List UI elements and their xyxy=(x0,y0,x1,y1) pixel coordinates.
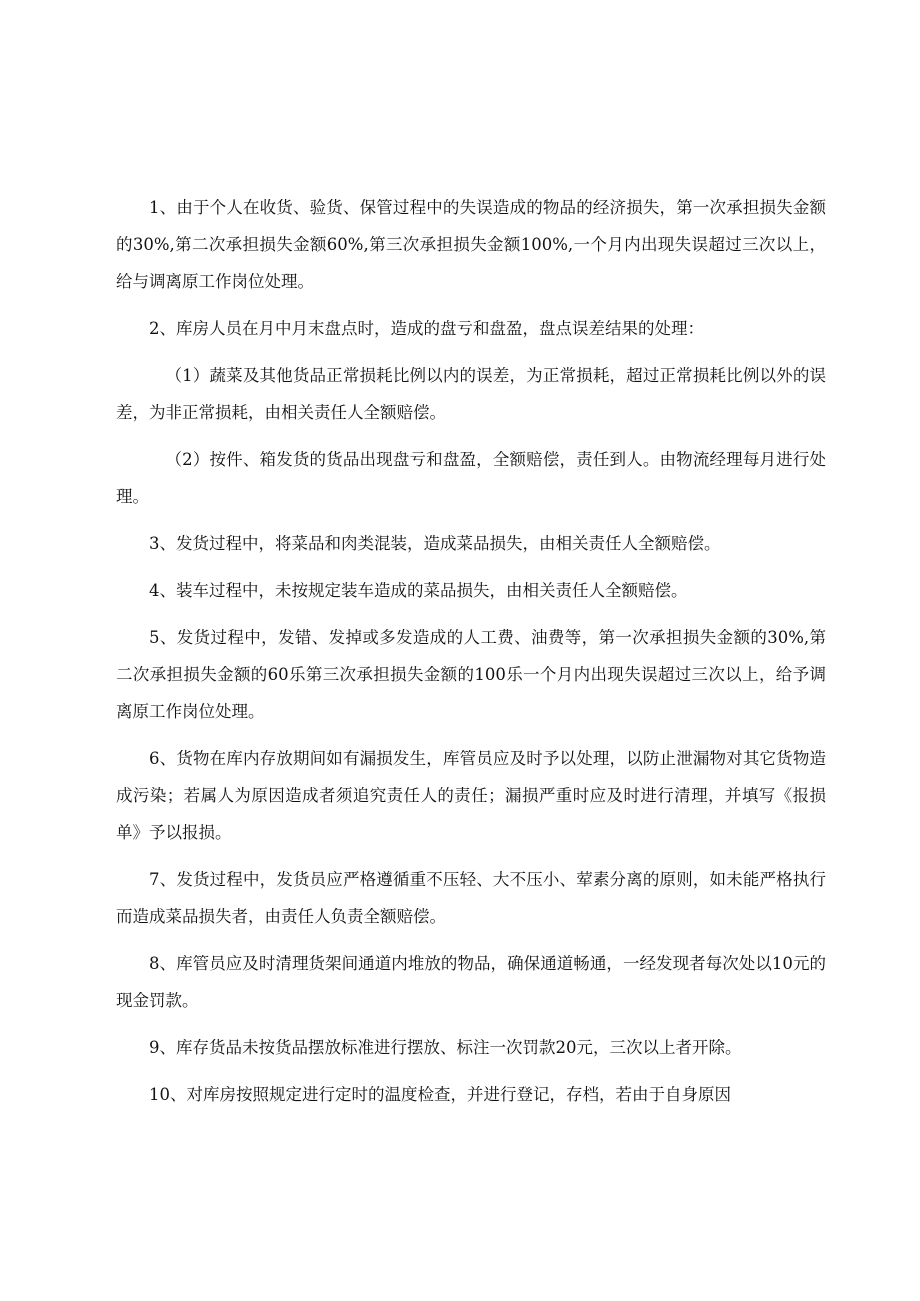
paragraph-8: 8、库管员应及时清理货架间通道内堆放的物品，确保通道畅通，一经发现者每次处以10元的现金罚款。 xyxy=(116,954,826,1010)
paragraph-10: 10、对库房按照规定进行定时的温度检查，并进行登记，存档，若由于自身原因 xyxy=(149,1085,731,1104)
paragraph-6: 6、货物在库内存放期间如有漏损发生，库管员应及时予以处理，以防止泄漏物对其它货物造成污染；若属人为原因造成者须追究责任人的责任；漏损严重时应及时进行清理，并填写《报损单》予以报损。 xyxy=(116,749,826,842)
paragraph-2-sub-2: （2）按件、箱发货的货品出现盘亏和盘盈，全额赔偿，责任到人。由物流经理每月进行处理。 xyxy=(116,450,826,506)
paragraph-9: 9、库存货品未按货品摆放标准进行摆放、标注一次罚款20元，三次以上者开除。 xyxy=(149,1038,742,1057)
paragraph-2-sub-1: （1）蔬菜及其他货品正常损耗比例以内的误差，为正常损耗，超过正常损耗比例以外的误差，为非正常损耗，由相关责任人全额赔偿。 xyxy=(116,366,826,422)
paragraph-2: 2、库房人员在月中月末盘点时，造成的盘亏和盘盈，盘点误差结果的处理： xyxy=(149,319,704,338)
paragraph-4: 4、装车过程中，未按规定装车造成的菜品损失，由相关责任人全额赔偿。 xyxy=(149,581,688,600)
paragraph-3: 3、发货过程中，将菜品和肉类混装，造成菜品损失，由相关责任人全额赔偿。 xyxy=(149,534,721,553)
paragraph-5: 5、发货过程中，发错、发掉或多发造成的人工费、油费等，第一次承担损失金额的30%,第二次承担损失金额的60乐第三次承担损失金额的100乐一个月内出现失误超过三次以上，给予调离原工作岗位处理。 xyxy=(116,628,826,721)
paragraph-7: 7、发货过程中，发货员应严格遵循重不压轻、大不压小、荤素分离的原则，如未能严格执行而造成菜品损失者，由责任人负责全额赔偿。 xyxy=(116,870,826,926)
paragraph-1: 1、由于个人在收货、验货、保管过程中的失误造成的物品的经济损失，第一次承担损失金额的30%,第二次承担损失金额60%,第三次承担损失金额100%,一个月内出现失误超过三次以上，给与调离原工作岗位处理。 xyxy=(116,198,826,291)
document-body xyxy=(116,189,826,1113)
